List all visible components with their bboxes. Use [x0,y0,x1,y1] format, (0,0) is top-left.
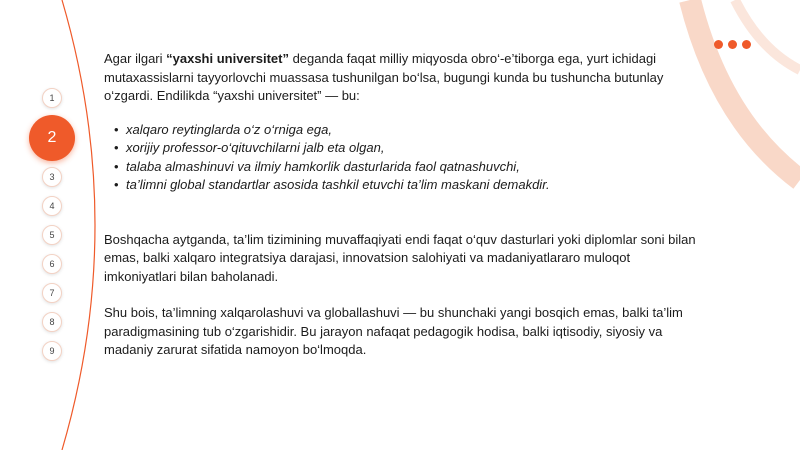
nav-item-label: 3 [49,172,55,182]
slide-navigation [0,0,110,450]
nav-item-label: 5 [49,230,55,240]
bullet-item: • xalqaro reytinglarda o‘z o‘rniga ega, [114,121,704,140]
bullet-list [104,121,704,195]
nav-item-4[interactable] [42,196,62,216]
bullet-item: • ta’limni global standartlar asosida tashkil etuvchi ta’lim maskani demakdir. [114,176,704,195]
nav-item-7[interactable] [42,283,62,303]
nav-item-label: 7 [49,288,55,298]
intro-bold-term: “yaxshi universitet” [166,51,289,66]
top-right-swoosh-inner [735,0,800,70]
slide-content [104,50,704,360]
nav-item-label: 2 [47,129,57,146]
nav-item-2-active[interactable] [29,115,75,161]
nav-item-label: 4 [49,201,55,211]
paragraph-2: Boshqacha aytganda, ta’lim tizimining muvaffaqiyati endi faqat o‘quv dasturlari yoki diplomlar soni bilan emas, balki xalqaro integratsiya darajasi, innovatsion salohiyati va madaniyatlararo muloqot imkoniyatlari bilan baholanadi. [104,231,696,284]
dot [714,40,723,49]
nav-item-label: 9 [49,346,55,356]
nav-item-label: 8 [49,317,55,327]
nav-item-3[interactable] [42,167,62,187]
paragraph-3: Shu bois, ta’limning xalqarolashuvi va globallashuvi — bu shunchaki yangi bosqich emas, balki ta’lim paradigmasining tub o‘zgarishidir. Bu jarayon nafaqat pedagogik hodisa, balki iqtisodiy, siyosiy va madaniy zarurat sifatida namoyon bo‘lmoqda. [104,305,683,357]
intro-text-start: Agar ilgari [104,51,167,66]
menu-dots-icon [714,40,751,49]
intro-text-end: deganda faqat milliy miqyosda obro‘-e’tiborga ega, yurt ichidagi mutaxassislarni tayyorlovchi muassasa tushunilgan bo‘lsa, bugungi kunda bu tushuncha butunlay o‘zgardi. Endilikda “yaxshi universitet” — bu: [104,51,664,103]
nav-item-1[interactable] [42,88,62,108]
dot [728,40,737,49]
bullet-item: • xorijiy professor-o‘qituvchilarni jalb eta olgan, [114,139,704,158]
nav-item-9[interactable] [42,341,62,361]
nav-item-8[interactable] [42,312,62,332]
nav-item-5[interactable] [42,225,62,245]
nav-item-label: 1 [49,93,55,103]
intro-paragraph [104,50,704,106]
bullet-item: • talaba almashinuvi va ilmiy hamkorlik dasturlarida faol qatnashuvchi, [114,158,704,177]
nav-item-label: 6 [49,259,55,269]
dot [742,40,751,49]
nav-item-6[interactable] [42,254,62,274]
top-right-swoosh [690,0,800,180]
